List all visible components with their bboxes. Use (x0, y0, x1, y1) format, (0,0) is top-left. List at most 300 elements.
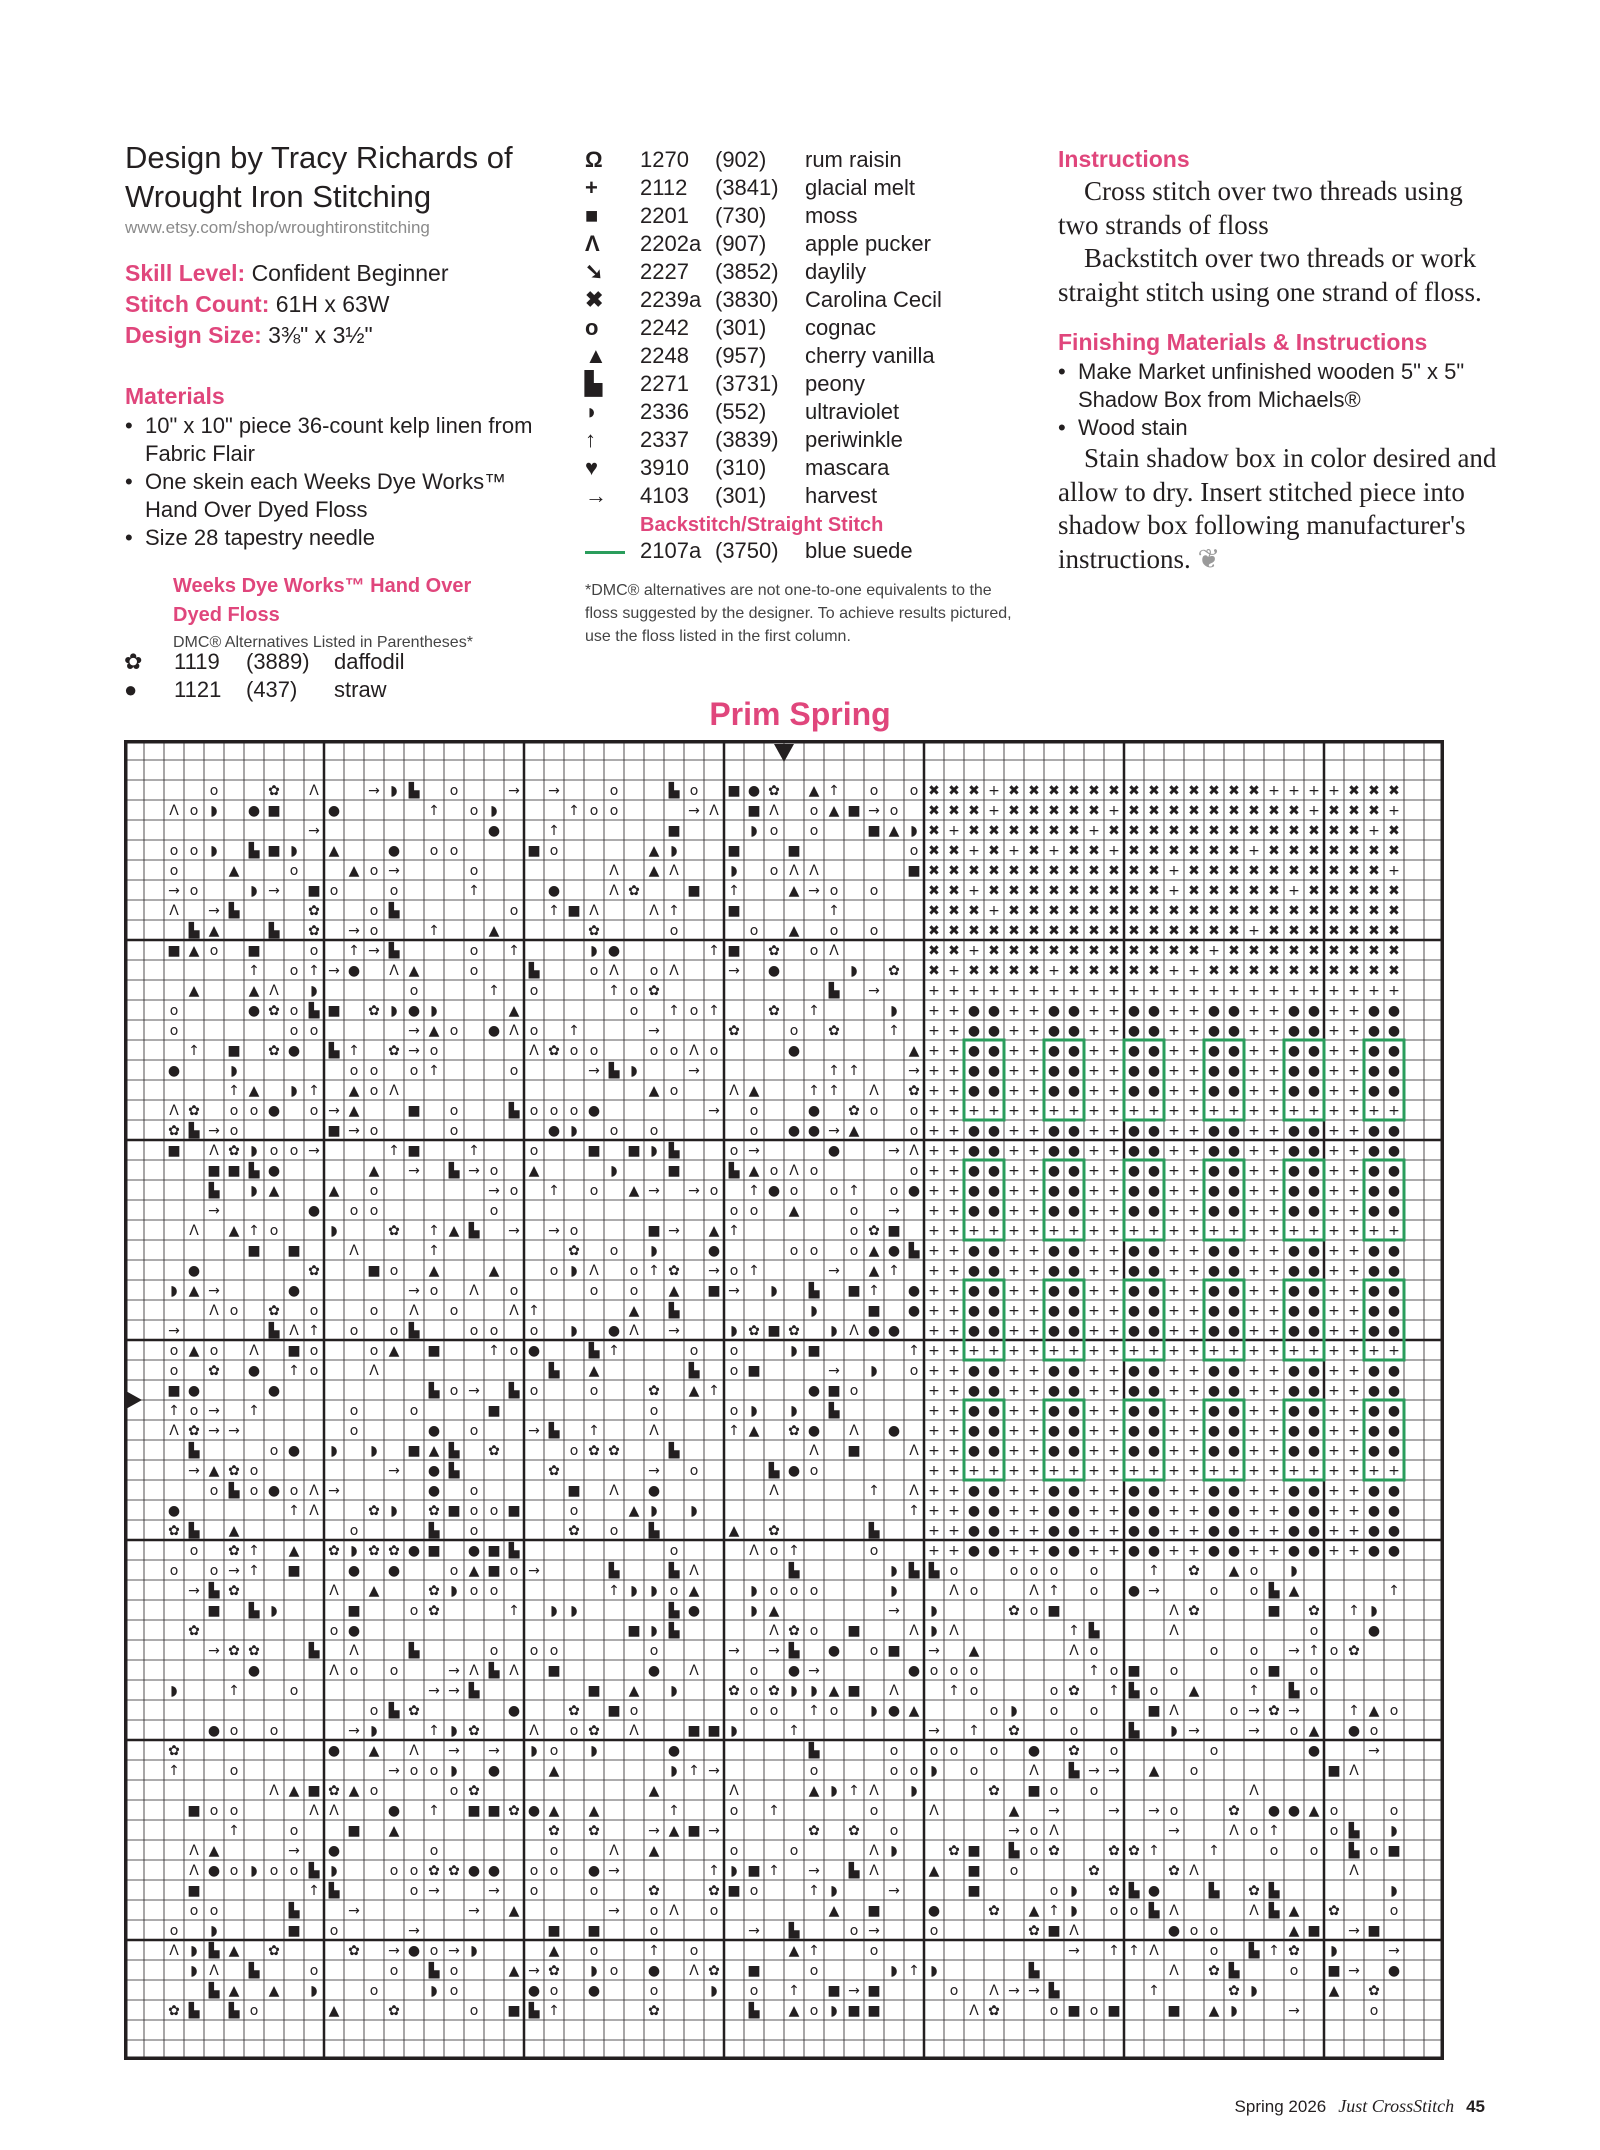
stitch-symbol: + (1188, 1263, 1200, 1279)
stitch-symbol: + (1188, 1483, 1200, 1499)
stitch-symbol: + (1088, 1383, 1100, 1399)
stitch-symbol: ↑ (428, 1723, 440, 1739)
stitch-symbol: + (1108, 1363, 1120, 1379)
stitch-symbol: ✿ (348, 1943, 360, 1959)
stitch-symbol: ■ (867, 2003, 881, 2019)
stitch-symbol: ● (967, 1503, 981, 1519)
stitch-symbol: o (169, 1923, 179, 1939)
stitch-symbol: o (589, 1943, 599, 1959)
stitch-symbol: + (1248, 1263, 1260, 1279)
stitch-symbol: ▙ (1268, 1583, 1280, 1599)
stitch-symbol: + (928, 1123, 940, 1139)
stitch-symbol: o (369, 903, 379, 919)
stitch-symbol: ✿ (1368, 1983, 1380, 1999)
stitch-symbol: + (988, 1343, 1000, 1359)
stitch-symbol: ◗ (650, 1243, 658, 1259)
stitch-symbol: ✿ (588, 1823, 600, 1839)
stitch-symbol: ▲ (748, 1083, 760, 1099)
stitch-symbol: ◗ (770, 1283, 778, 1299)
stitch-symbol: ● (1387, 1203, 1401, 1219)
stitch-symbol: ● (1367, 1303, 1381, 1319)
stitch-symbol: → (828, 1263, 840, 1279)
stitch-symbol: ▲ (428, 1443, 440, 1459)
stitch-symbol: ✿ (988, 2003, 1000, 2019)
stitch-symbol: ■ (867, 1903, 881, 1919)
stitch-symbol: ● (1227, 1543, 1241, 1559)
stitch-symbol: ↑ (1048, 1583, 1060, 1599)
material-item: • One skein each Weeks Dye Works™ Hand Over Dyed Floss (125, 468, 545, 524)
stitch-symbol: ■ (367, 1263, 381, 1279)
stitch-symbol: ● (1047, 1383, 1061, 1399)
stitch-symbol: ● (1307, 1203, 1321, 1219)
stitch-symbol: ◗ (390, 1503, 398, 1519)
stitch-symbol: ✿ (588, 1443, 600, 1459)
stitch-symbol: + (1088, 1323, 1100, 1339)
stitch-symbol: ● (527, 1803, 541, 1819)
stitch-symbol: Λ (889, 1683, 899, 1699)
stitch-symbol: ✖ (1108, 823, 1120, 839)
stitch-symbol: ● (1047, 1363, 1061, 1379)
stitch-symbol: o (189, 1543, 199, 1559)
stitch-symbol: Λ (169, 903, 179, 919)
stitch-symbol: ■ (567, 1483, 581, 1499)
stitch-symbol: ◗ (250, 1183, 258, 1199)
stitch-symbol: o (549, 1743, 559, 1759)
stitch-symbol: → (328, 963, 340, 979)
stitch-symbol: → (488, 1743, 500, 1759)
stitch-symbol: ◗ (330, 1223, 338, 1239)
stitch-symbol: + (1128, 983, 1140, 999)
stitch-symbol: o (809, 1963, 819, 1979)
stitch-symbol: o (429, 843, 439, 859)
stitch-symbol: ▙ (528, 963, 540, 979)
stitch-symbol: + (1248, 1343, 1260, 1359)
stitch-symbol: ■ (1147, 1703, 1161, 1719)
stitch-symbol: ● (1147, 1483, 1161, 1499)
stitch-symbol: ● (1047, 1203, 1061, 1219)
stitch-symbol: ✖ (1068, 903, 1080, 919)
stitch-symbol: + (928, 1043, 940, 1059)
stitch-symbol: + (948, 1523, 960, 1539)
stitch-symbol: ◗ (1390, 1883, 1398, 1899)
stitch-symbol: → (748, 1923, 760, 1939)
stitch-symbol: ▙ (268, 1323, 280, 1339)
stitch-symbol: + (928, 1423, 940, 1439)
stitch-symbol: ↑ (308, 1323, 320, 1339)
stitch-symbol: ● (1147, 1183, 1161, 1199)
stitch-symbol: + (1088, 1143, 1100, 1159)
stitch-symbol: → (548, 1223, 560, 1239)
stitch-symbol: o (1169, 1803, 1179, 1819)
stitch-symbol: ▲ (528, 1163, 540, 1179)
stitch-symbol: → (268, 883, 280, 899)
stitch-symbol: + (1348, 1503, 1360, 1519)
stitch-symbol: + (1288, 783, 1300, 799)
stitch-symbol: o (789, 1243, 799, 1259)
stitch-symbol: + (1168, 1103, 1180, 1119)
stitch-symbol: ● (1207, 1063, 1221, 1079)
stitch-symbol: ✖ (1368, 963, 1380, 979)
stitch-symbol: o (549, 1103, 559, 1119)
stitch-symbol: o (389, 1323, 399, 1339)
stitch-symbol: ● (767, 963, 781, 979)
stitch-symbol: ● (807, 1123, 821, 1139)
stitch-symbol: + (1288, 883, 1300, 899)
stitch-symbol: ✖ (1188, 803, 1200, 819)
stitch-symbol: o (309, 1303, 319, 1319)
stitch-symbol: ▙ (208, 1943, 220, 1959)
stitch-symbol: ✖ (1328, 863, 1340, 879)
stitch-symbol: o (809, 1623, 819, 1639)
stitch-symbol: o (749, 923, 759, 939)
stitch-symbol: → (288, 1843, 300, 1859)
stitch-symbol: + (1188, 1243, 1200, 1259)
stitch-symbol: ● (1367, 1283, 1381, 1299)
stitch-symbol: ✿ (1068, 1683, 1080, 1699)
stitch-symbol: + (1008, 1243, 1020, 1259)
stitch-symbol: + (1248, 983, 1260, 999)
stitch-symbol: ■ (287, 1563, 301, 1579)
stitch-symbol: ↑ (608, 1583, 620, 1599)
stitch-symbol: + (928, 1443, 940, 1459)
floss-dmc: (3830) (715, 287, 779, 312)
stitch-symbol: ▙ (1288, 1683, 1300, 1699)
stitch-symbol: o (509, 1563, 519, 1579)
stitch-symbol: ✿ (268, 1003, 280, 1019)
stitch-symbol: o (1209, 1923, 1219, 1939)
stitch-symbol: ● (1067, 1083, 1081, 1099)
stitch-symbol: ● (1387, 1003, 1401, 1019)
stitch-symbol: ▲ (188, 943, 200, 959)
stitch-symbol: → (608, 1863, 620, 1879)
stitch-symbol: ↑ (568, 1023, 580, 1039)
stitch-symbol: o (1049, 2003, 1059, 2019)
stitch-symbol: ◗ (630, 1583, 638, 1599)
stitch-symbol: ✿ (228, 1463, 240, 1479)
stitch-symbol: ✖ (968, 923, 980, 939)
stitch-symbol: + (928, 1223, 940, 1239)
stitch-symbol: ■ (207, 1603, 221, 1619)
stitch-symbol: ✿ (308, 903, 320, 919)
stitch-symbol: ↑ (1388, 1583, 1400, 1599)
stitch-symbol: ✿ (268, 1043, 280, 1059)
stitch-symbol: + (968, 883, 980, 899)
stitch-symbol: o (809, 1163, 819, 1179)
stitch-symbol: o (669, 1043, 679, 1059)
stitch-symbol: + (1328, 1483, 1340, 1499)
stitch-symbol: o (729, 1143, 739, 1159)
stitch-symbol: ● (1307, 1323, 1321, 1339)
stitch-symbol: ● (1367, 1183, 1381, 1199)
stitch-symbol: ◗ (370, 1723, 378, 1739)
stitch-symbol: ● (1287, 1283, 1301, 1299)
stitch-symbol: ✿ (448, 1863, 460, 1879)
stitch-symbol: o (749, 1703, 759, 1719)
stitch-symbol: ◗ (670, 1763, 678, 1779)
stitch-symbol: ✖ (1268, 823, 1280, 839)
stitch-symbol: o (709, 1183, 719, 1199)
stitch-symbol: o (549, 1643, 559, 1659)
stitch-symbol: o (889, 1763, 899, 1779)
stitch-symbol: o (1249, 1563, 1259, 1579)
stitch-symbol: + (1328, 1203, 1340, 1219)
stitch-symbol: ▙ (808, 1743, 820, 1759)
floss-dmc: (3889) (246, 649, 310, 674)
stitch-symbol: → (528, 1563, 540, 1579)
floss-code: 1270 (640, 147, 689, 172)
stitch-symbol: + (1028, 1023, 1040, 1039)
stitch-symbol: ■ (287, 1923, 301, 1939)
stitch-symbol: Λ (689, 1563, 699, 1579)
stitch-symbol: ▙ (1268, 1883, 1280, 1899)
stitch-symbol: o (729, 1803, 739, 1819)
stitch-symbol: ✖ (1048, 803, 1060, 819)
stitch-symbol: ▲ (688, 1383, 700, 1399)
stitch-symbol: ✖ (1188, 783, 1200, 799)
stitch-symbol: o (229, 1803, 239, 1819)
floss-row (585, 230, 1025, 258)
stitch-symbol: o (769, 1543, 779, 1559)
stitch-symbol: ● (287, 1043, 301, 1059)
stitch-symbol: ↑ (808, 1003, 820, 1019)
stitch-symbol: → (188, 1583, 200, 1599)
stitch-symbol: ▙ (788, 1923, 800, 1939)
stitch-symbol: ▲ (228, 863, 240, 879)
stitch-symbol: ↑ (888, 1263, 900, 1279)
stitch-symbol: o (369, 923, 379, 939)
stitch-symbol: + (1008, 1043, 1020, 1059)
stitch-symbol: ▙ (428, 1523, 440, 1539)
stitch-symbol: → (1288, 1643, 1300, 1659)
stitch-symbol: ✿ (368, 1543, 380, 1559)
stitch-symbol: ◗ (730, 1863, 738, 1879)
stitch-symbol: o (349, 1523, 359, 1539)
stitch-symbol: + (1088, 823, 1100, 839)
stitch-symbol: ● (1207, 1503, 1221, 1519)
stitch-symbol: + (1188, 1443, 1200, 1459)
stitch-symbol: ✿ (788, 1423, 800, 1439)
floss-code: 2336 (640, 399, 689, 424)
stitch-symbol: ◗ (750, 1603, 758, 1619)
stitch-symbol: + (1208, 943, 1220, 959)
stitch-symbol: ▲ (748, 1163, 760, 1179)
stitch-symbol: + (1248, 1163, 1260, 1179)
stitch-symbol: o (1029, 1823, 1039, 1839)
stitch-symbol: ● (1047, 1243, 1061, 1259)
stitch-symbol: ◗ (490, 803, 498, 819)
stitch-symbol: + (1088, 1203, 1100, 1219)
stitch-symbol: o (169, 1343, 179, 1359)
stitch-symbol: ■ (227, 1163, 241, 1179)
stitch-symbol: ● (1307, 1143, 1321, 1159)
stitch-symbol: Λ (669, 963, 679, 979)
stitch-symbol: ● (427, 1423, 441, 1439)
stitch-symbol: ● (1207, 1123, 1221, 1139)
stitch-symbol: ✖ (1328, 923, 1340, 939)
stitch-symbol: + (1088, 1083, 1100, 1099)
stitch-symbol: → (488, 1883, 500, 1899)
stitch-symbol: ● (1067, 1003, 1081, 1019)
stitch-symbol: o (169, 843, 179, 859)
stitch-symbol: ✿ (1168, 1863, 1180, 1879)
stitch-symbol: ● (1127, 1023, 1141, 1039)
stitch-symbol: ▙ (668, 1603, 680, 1619)
stitch-symbol: ■ (827, 1383, 841, 1399)
stitch-symbol: + (1188, 1283, 1200, 1299)
stitch-symbol: ✖ (1028, 903, 1040, 919)
stitch-symbol: + (1088, 1263, 1100, 1279)
stitch-symbol: ● (327, 803, 341, 819)
stitch-symbol: + (1268, 983, 1280, 999)
stitch-symbol: + (928, 1503, 940, 1519)
stitch-symbol: ◗ (1330, 1943, 1338, 1959)
stitch-symbol: + (1268, 1543, 1280, 1559)
stitch-symbol: o (429, 1763, 439, 1779)
stitch-symbol: + (1168, 1463, 1180, 1479)
stitch-symbol: ✖ (1068, 923, 1080, 939)
stitch-symbol: ✖ (1368, 803, 1380, 819)
stitch-symbol: o (749, 1683, 759, 1699)
stitch-symbol: ● (1127, 1163, 1141, 1179)
stitch-symbol: ■ (647, 1223, 661, 1239)
stitch-symbol: ▲ (728, 1523, 740, 1539)
stitch-symbol: o (589, 1183, 599, 1199)
stitch-symbol: ● (1207, 1423, 1221, 1439)
stitch-symbol: ✖ (1328, 963, 1340, 979)
stitch-symbol: → (408, 1023, 420, 1039)
stitch-symbol: ↑ (1108, 1683, 1120, 1699)
stitch-symbol: Λ (529, 1043, 539, 1059)
stitch-symbol: ■ (727, 1883, 741, 1899)
stitch-symbol: ✖ (1028, 823, 1040, 839)
stitch-symbol: o (469, 1503, 479, 1519)
stitch-symbol: + (1328, 1283, 1340, 1299)
stitch-symbol: + (1328, 1163, 1340, 1179)
stitch-symbol: + (968, 943, 980, 959)
stitch-symbol: Λ (369, 1363, 379, 1379)
stitch-symbol: o (1089, 1783, 1099, 1799)
stitch-symbol: ● (967, 1443, 981, 1459)
floss-dmc: (552) (715, 399, 767, 424)
stitch-symbol: ↑ (828, 1083, 840, 1099)
stitch-symbol: ■ (187, 1803, 201, 1819)
stitch-symbol: Λ (649, 903, 659, 919)
stitch-symbol: + (1088, 1023, 1100, 1039)
stitch-symbol: ● (1307, 1443, 1321, 1459)
stitch-symbol: Λ (409, 1303, 419, 1319)
floss-row (585, 258, 1025, 286)
stitch-symbol: + (1008, 1263, 1020, 1279)
stitch-symbol: ● (407, 1003, 421, 1019)
stitch-symbol: o (689, 1003, 699, 1019)
stitch-symbol: ▙ (268, 923, 280, 939)
stitch-symbol: + (1268, 1083, 1280, 1099)
stitch-symbol: ▙ (228, 903, 240, 919)
stitch-symbol: ✿ (768, 943, 780, 959)
stitch-symbol: ✖ (1048, 923, 1060, 939)
stitch-symbol: ✖ (1128, 883, 1140, 899)
stitch-symbol: + (1168, 1243, 1180, 1259)
stitch-symbol: ■ (867, 823, 881, 839)
stitch-symbol: ↑ (1148, 1983, 1160, 1999)
instructions-p1 (1058, 175, 1498, 242)
stitch-symbol: ▲ (228, 1943, 240, 1959)
stitch-symbol: o (589, 1283, 599, 1299)
stitch-symbol: o (569, 1043, 579, 1059)
stitch-symbol: ● (1147, 1323, 1161, 1339)
stitch-symbol: Λ (1349, 1863, 1359, 1879)
stitch-symbol: ● (1287, 1123, 1301, 1139)
stitch-symbol: + (1168, 883, 1180, 899)
stitch-symbol: ✖ (948, 943, 960, 959)
stitch-symbol: ■ (807, 1343, 821, 1359)
stitch-symbol: ● (607, 943, 621, 959)
stitch-symbol: ● (1067, 1263, 1081, 1279)
stitch-symbol: o (769, 863, 779, 879)
floss-code: 1119 (174, 649, 220, 674)
backstitch-code: 2107a (640, 538, 702, 563)
finishing-item: • Wood stain (1058, 414, 1498, 442)
stitch-symbol: Λ (169, 1103, 179, 1119)
stitch-symbol: Λ (469, 1283, 479, 1299)
stitch-symbol: ◗ (250, 1863, 258, 1879)
stitch-symbol: o (949, 1743, 959, 1759)
stitch-symbol: ▲ (228, 1523, 240, 1539)
stitch-symbol: + (1388, 1103, 1400, 1119)
stitch-symbol: + (1208, 1103, 1220, 1119)
stitch-symbol: ● (1207, 1323, 1221, 1339)
stitch-symbol: + (1188, 983, 1200, 999)
stitch-symbol: ↑ (228, 1823, 240, 1839)
stitch-symbol: ● (1367, 1523, 1381, 1539)
stitch-symbol: ● (1367, 1263, 1381, 1279)
stitch-symbol: ■ (847, 1443, 861, 1459)
stitch-symbol: + (948, 1423, 960, 1439)
stitch-symbol: + (948, 1123, 960, 1139)
stitch-symbol: + (1348, 1123, 1360, 1139)
stitch-symbol: ■ (627, 1623, 641, 1639)
stitch-symbol: ● (1367, 1443, 1381, 1459)
stitch-symbol: + (948, 963, 960, 979)
stitch-symbol: ▙ (288, 1903, 300, 1919)
stitch-symbol: + (1348, 1183, 1360, 1199)
stitch-symbol: ▙ (248, 1963, 260, 1979)
stitch-symbol: ■ (167, 943, 181, 959)
stitch-symbol: o (449, 843, 459, 859)
stitch-symbol: ■ (307, 883, 321, 899)
stitch-symbol: ✿ (1008, 1603, 1020, 1619)
stitch-symbol: Λ (1029, 1583, 1039, 1599)
designer-url[interactable]: www.etsy.com/shop/wroughtironstitching (125, 218, 430, 237)
stitch-symbol: ■ (1267, 1603, 1281, 1619)
stitch-symbol: ● (187, 1263, 201, 1279)
stitch-symbol: ↑ (868, 1483, 880, 1499)
stitch-symbol: ● (987, 1123, 1001, 1139)
stitch-symbol: + (1308, 1463, 1320, 1479)
stitch-symbol: ● (1147, 1243, 1161, 1259)
stitch-symbol: + (968, 983, 980, 999)
stitch-symbol: o (509, 1283, 519, 1299)
stitch-symbol: ▲ (1028, 1903, 1040, 1919)
stitch-symbol: ↑ (828, 783, 840, 799)
stitch-symbol: ● (1127, 1323, 1141, 1339)
stitch-symbol: ▲ (428, 1023, 440, 1039)
stitch-symbol: ✿ (768, 1003, 780, 1019)
stitch-symbol: ◗ (330, 1443, 338, 1459)
stitch-symbol: ● (1307, 1523, 1321, 1539)
stitch-symbol: ✖ (1008, 783, 1020, 799)
stitch-symbol: Λ (189, 1223, 199, 1239)
